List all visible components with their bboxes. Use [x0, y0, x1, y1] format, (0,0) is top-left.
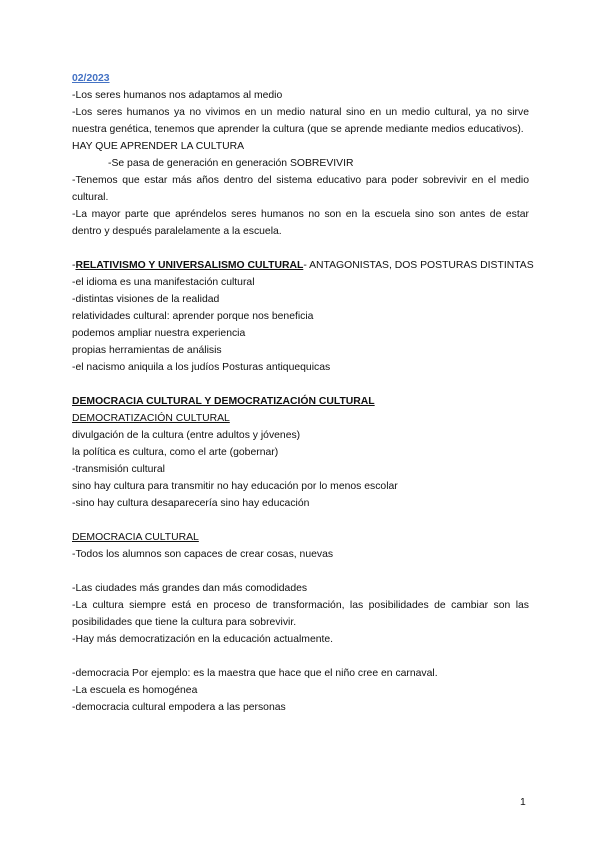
list-item: -Hay más democratización en la educación actualmente.	[72, 634, 334, 645]
list-item: -el idioma es una manifestación cultural	[72, 277, 255, 288]
list-item: propias herramientas de análisis	[72, 345, 222, 356]
list-item: -distintas visiones de la realidad	[72, 294, 220, 305]
section-heading-democracia: DEMOCRACIA CULTURAL Y DEMOCRATIZACIÓN CULTURAL	[72, 396, 375, 407]
list-item: -democracia cultural empodera a las personas	[72, 702, 286, 713]
document-date: 02/2023	[72, 73, 110, 84]
intro-paragraph: -La mayor parte que apréndelos seres humanos no son en la escuela sino son antes de estar dentro y después paralelamente a la escuela.	[72, 209, 529, 237]
heading-title: RELATIVISMO Y UNIVERSALISMO CULTURAL	[75, 260, 304, 271]
spacer	[72, 648, 529, 665]
list-item: -Todos los alumnos son capaces de crear cosas, nuevas	[72, 549, 334, 560]
page-number: 1	[520, 797, 526, 808]
intro-paragraph: -Tenemos que estar más años dentro del sistema educativo para poder sobrevivir en el medio cultural.	[72, 175, 529, 203]
subheading-democratizacion: DEMOCRATIZACIÓN CULTURAL	[72, 413, 230, 424]
intro-line: -Se pasa de generación en generación SOBREVIVIR	[108, 158, 354, 169]
heading-suffix: - ANTAGONISTAS, DOS POSTURAS DISTINTAS	[303, 260, 534, 271]
list-item: sino hay cultura para transmitir no hay educación por lo menos escolar	[72, 481, 398, 492]
heading-dash: -	[72, 260, 76, 271]
spacer	[72, 563, 529, 580]
list-item: -democracia Por ejemplo: es la maestra que hace que el niño cree en carnaval.	[72, 668, 438, 679]
spacer	[72, 376, 529, 393]
list-item: -transmisión cultural	[72, 464, 165, 475]
list-item: -sino hay cultura desaparecería sino hay educación	[72, 498, 310, 509]
spacer	[72, 240, 529, 257]
document-page	[72, 70, 534, 716]
spacer	[72, 512, 529, 529]
subheading-democracia-cultural: DEMOCRACIA CULTURAL	[72, 532, 199, 543]
list-item: la política es cultura, como el arte (gobernar)	[72, 447, 279, 458]
list-item: -La escuela es homogénea	[72, 685, 198, 696]
list-item: divulgación de la cultura (entre adultos y jóvenes)	[72, 430, 301, 441]
list-item: -Las ciudades más grandes dan más comodidades	[72, 583, 308, 594]
list-item: podemos ampliar nuestra experiencia	[72, 328, 246, 339]
list-paragraph: -La cultura siempre está en proceso de transformación, las posibilidades de cambiar son las posibilidades que tiene la cultura para sobrevivir.	[72, 600, 529, 628]
intro-paragraph: -Los seres humanos ya no vivimos en un medio natural sino en un medio cultural, ya no sirve nuestra genética, tenemos que aprender la cultura (que se aprende mediante medios educativos).	[72, 107, 529, 135]
intro-line: -Los seres humanos nos adaptamos al medio	[72, 90, 283, 101]
intro-line: HAY QUE APRENDER LA CULTURA	[72, 141, 245, 152]
list-item: -el nacismo aniquila a los judíos Posturas antiquequicas	[72, 362, 331, 373]
section-heading-relativismo	[72, 257, 534, 274]
list-item: relatividades cultural: aprender porque nos beneficia	[72, 311, 314, 322]
